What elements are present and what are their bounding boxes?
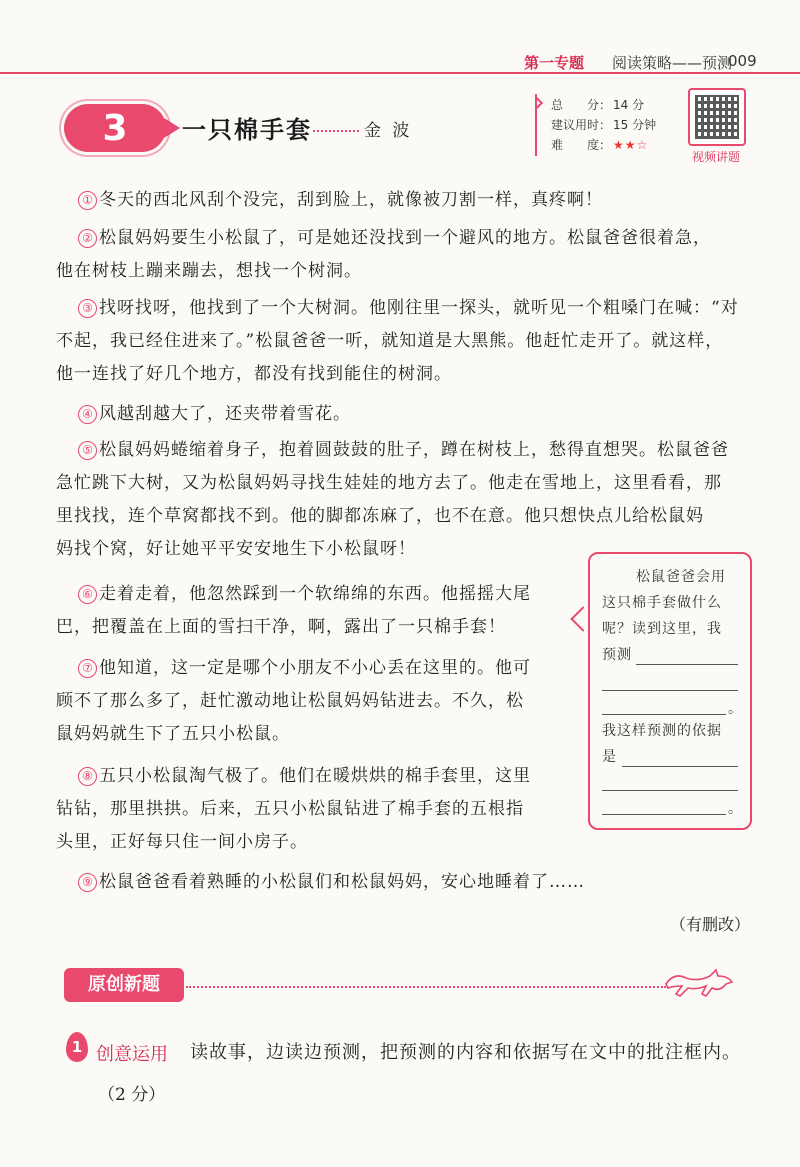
note-end-mark: 。 bbox=[728, 801, 742, 817]
info-box bbox=[535, 94, 687, 156]
annotation-box bbox=[588, 552, 752, 830]
video-explanation-link[interactable]: 视频讲题 bbox=[691, 150, 740, 164]
paragraph-line: 不起，我已经住进来了。”松鼠爸爸一听，就知道是大黑熊。他赶忙走开了。就这样， bbox=[56, 331, 724, 351]
note-line: 我这样预测的依据 bbox=[602, 723, 722, 739]
note-line: 呢？读到这里，我 bbox=[602, 621, 722, 637]
note-line: 松鼠爸爸会用 bbox=[636, 569, 726, 585]
section-label: 原创新题 bbox=[64, 968, 184, 1002]
source-note: （有删改） bbox=[670, 915, 751, 934]
lesson-author: 金 波 bbox=[364, 121, 410, 141]
section-tag: 第一专题 bbox=[524, 54, 585, 72]
paragraph-line: 他知道，这一定是哪个小朋友不小心丢在这里的。他可 bbox=[99, 658, 531, 678]
paragraph-line: 松鼠妈妈蜷缩着身子，抱着圆鼓鼓的肚子，蹲在树枝上，愁得直想哭。松鼠爸爸 bbox=[99, 440, 729, 460]
paragraph-line: 巴，把覆盖在上面的雪扫干净，啊，露出了一只棉手套！ bbox=[56, 617, 506, 637]
paragraph-line: 松鼠妈妈要生小松鼠了，可是她还没找到一个避风的地方。松鼠爸爸很着急， bbox=[99, 228, 711, 248]
info-score-value: 14 分 bbox=[613, 98, 645, 112]
paragraph-line: 找呀找呀，他找到了一个大树洞。他刚往里一探头，就听见一个粗嗓门在喊：“对 bbox=[99, 298, 739, 318]
note-line: 预测 bbox=[602, 647, 632, 663]
note-line: 是 bbox=[602, 749, 617, 765]
qr-code-icon[interactable] bbox=[688, 88, 746, 146]
header-title: 阅读策略——预测 bbox=[612, 54, 733, 72]
paragraph-line: 松鼠爸爸看着熟睡的小松鼠们和松鼠妈妈，安心地睡着了…… bbox=[99, 872, 585, 892]
info-time-label: 建议用时： bbox=[551, 118, 612, 132]
paragraph-number: ② bbox=[78, 229, 97, 248]
basis-blank-2[interactable] bbox=[602, 790, 738, 791]
paragraph-5 bbox=[56, 434, 729, 566]
paragraph-line: 头里，正好每只住一间小房子。 bbox=[56, 832, 308, 852]
paragraph-2 bbox=[56, 222, 711, 288]
header-rule bbox=[0, 72, 800, 74]
info-difficulty-label: 难 度： bbox=[551, 138, 612, 152]
prediction-blank-1[interactable] bbox=[636, 664, 738, 665]
paragraph-6 bbox=[56, 578, 531, 644]
question-number-badge bbox=[66, 1032, 88, 1062]
prediction-blank-3[interactable] bbox=[602, 714, 726, 715]
info-time bbox=[551, 116, 656, 133]
paragraph-number: ⑨ bbox=[78, 873, 97, 892]
paragraph-line: 他一连找了好几个地方，都没有找到能住的树洞。 bbox=[56, 364, 452, 384]
info-score-label: 总 分： bbox=[551, 98, 612, 112]
paragraph-line: 里找找，连个草窝都找不到。他的脚都冻麻了，也不在意。他只想快点儿给松鼠妈 bbox=[56, 506, 704, 526]
paragraph-number: ① bbox=[78, 191, 97, 210]
lesson-title: 一只棉手套 bbox=[182, 116, 312, 144]
paragraph-line: 风越刮越大了，还夹带着雪花。 bbox=[99, 404, 351, 424]
paragraph-number: ⑧ bbox=[78, 767, 97, 786]
paragraph-line: 他在树枝上蹦来蹦去，想找一个树洞。 bbox=[56, 261, 362, 281]
paragraph-line: 冬天的西北风刮个没完，刮到脸上，就像被刀割一样，真疼啊！ bbox=[99, 190, 603, 210]
paragraph-number: ③ bbox=[78, 299, 97, 318]
basis-blank-3[interactable] bbox=[602, 814, 726, 815]
question-number: 1 bbox=[71, 1038, 83, 1056]
paragraph-7 bbox=[56, 652, 531, 751]
question-text: 读故事，边读边预测，把预测的内容和依据写在文中的批注框内。 bbox=[190, 1042, 741, 1063]
page-number: 009 bbox=[728, 52, 757, 70]
info-difficulty bbox=[551, 136, 648, 153]
question-score: （2 分） bbox=[98, 1085, 166, 1105]
question-tag: 创意运用 bbox=[96, 1044, 168, 1065]
note-end-mark: 。 bbox=[728, 701, 742, 717]
paragraph-line: 钻钻，那里拱拱。后来，五只小松鼠钻进了棉手套的五根指 bbox=[56, 799, 524, 819]
difficulty-stars-icon: ★★☆ bbox=[613, 138, 649, 152]
basis-blank-1[interactable] bbox=[622, 766, 738, 767]
paragraph-1 bbox=[78, 184, 603, 217]
lesson-number-badge bbox=[64, 104, 166, 152]
paragraph-number: ⑤ bbox=[78, 441, 97, 460]
paragraph-line: 走着走着，他忽然踩到一个软绵绵的东西。他摇摇大尾 bbox=[99, 584, 531, 604]
note-line: 这只棉手套做什么 bbox=[602, 595, 722, 611]
paragraph-number: ④ bbox=[78, 405, 97, 424]
paragraph-line: 妈找个窝，好让她平平安安地生下小松鼠呀！ bbox=[56, 539, 416, 559]
section-dotted-rule bbox=[186, 986, 666, 988]
prediction-blank-2[interactable] bbox=[602, 690, 738, 691]
lesson-number: 3 bbox=[102, 107, 128, 149]
info-time-value: 15 分钟 bbox=[613, 118, 657, 132]
paragraph-number: ⑥ bbox=[78, 585, 97, 604]
paragraph-line: 顾不了那么多了，赶忙激动地让松鼠妈妈钻进去。不久，松 bbox=[56, 691, 524, 711]
paragraph-line: 五只小松鼠淘气极了。他们在暖烘烘的棉手套里，这里 bbox=[99, 766, 531, 786]
running-cat-icon bbox=[660, 962, 740, 1002]
paragraph-9 bbox=[78, 866, 585, 899]
paragraph-line: 鼠妈妈就生下了五只小松鼠。 bbox=[56, 724, 290, 744]
paragraph-8 bbox=[56, 760, 531, 859]
paragraph-3 bbox=[56, 292, 739, 391]
paragraph-line: 急忙跳下大树，又为松鼠妈妈寻找生娃娃的地方去了。他走在雪地上，这里看看，那 bbox=[56, 473, 722, 493]
title-dotted-rule bbox=[313, 130, 359, 132]
info-score bbox=[551, 96, 644, 113]
paragraph-4 bbox=[78, 398, 351, 431]
paragraph-number: ⑦ bbox=[78, 659, 97, 678]
